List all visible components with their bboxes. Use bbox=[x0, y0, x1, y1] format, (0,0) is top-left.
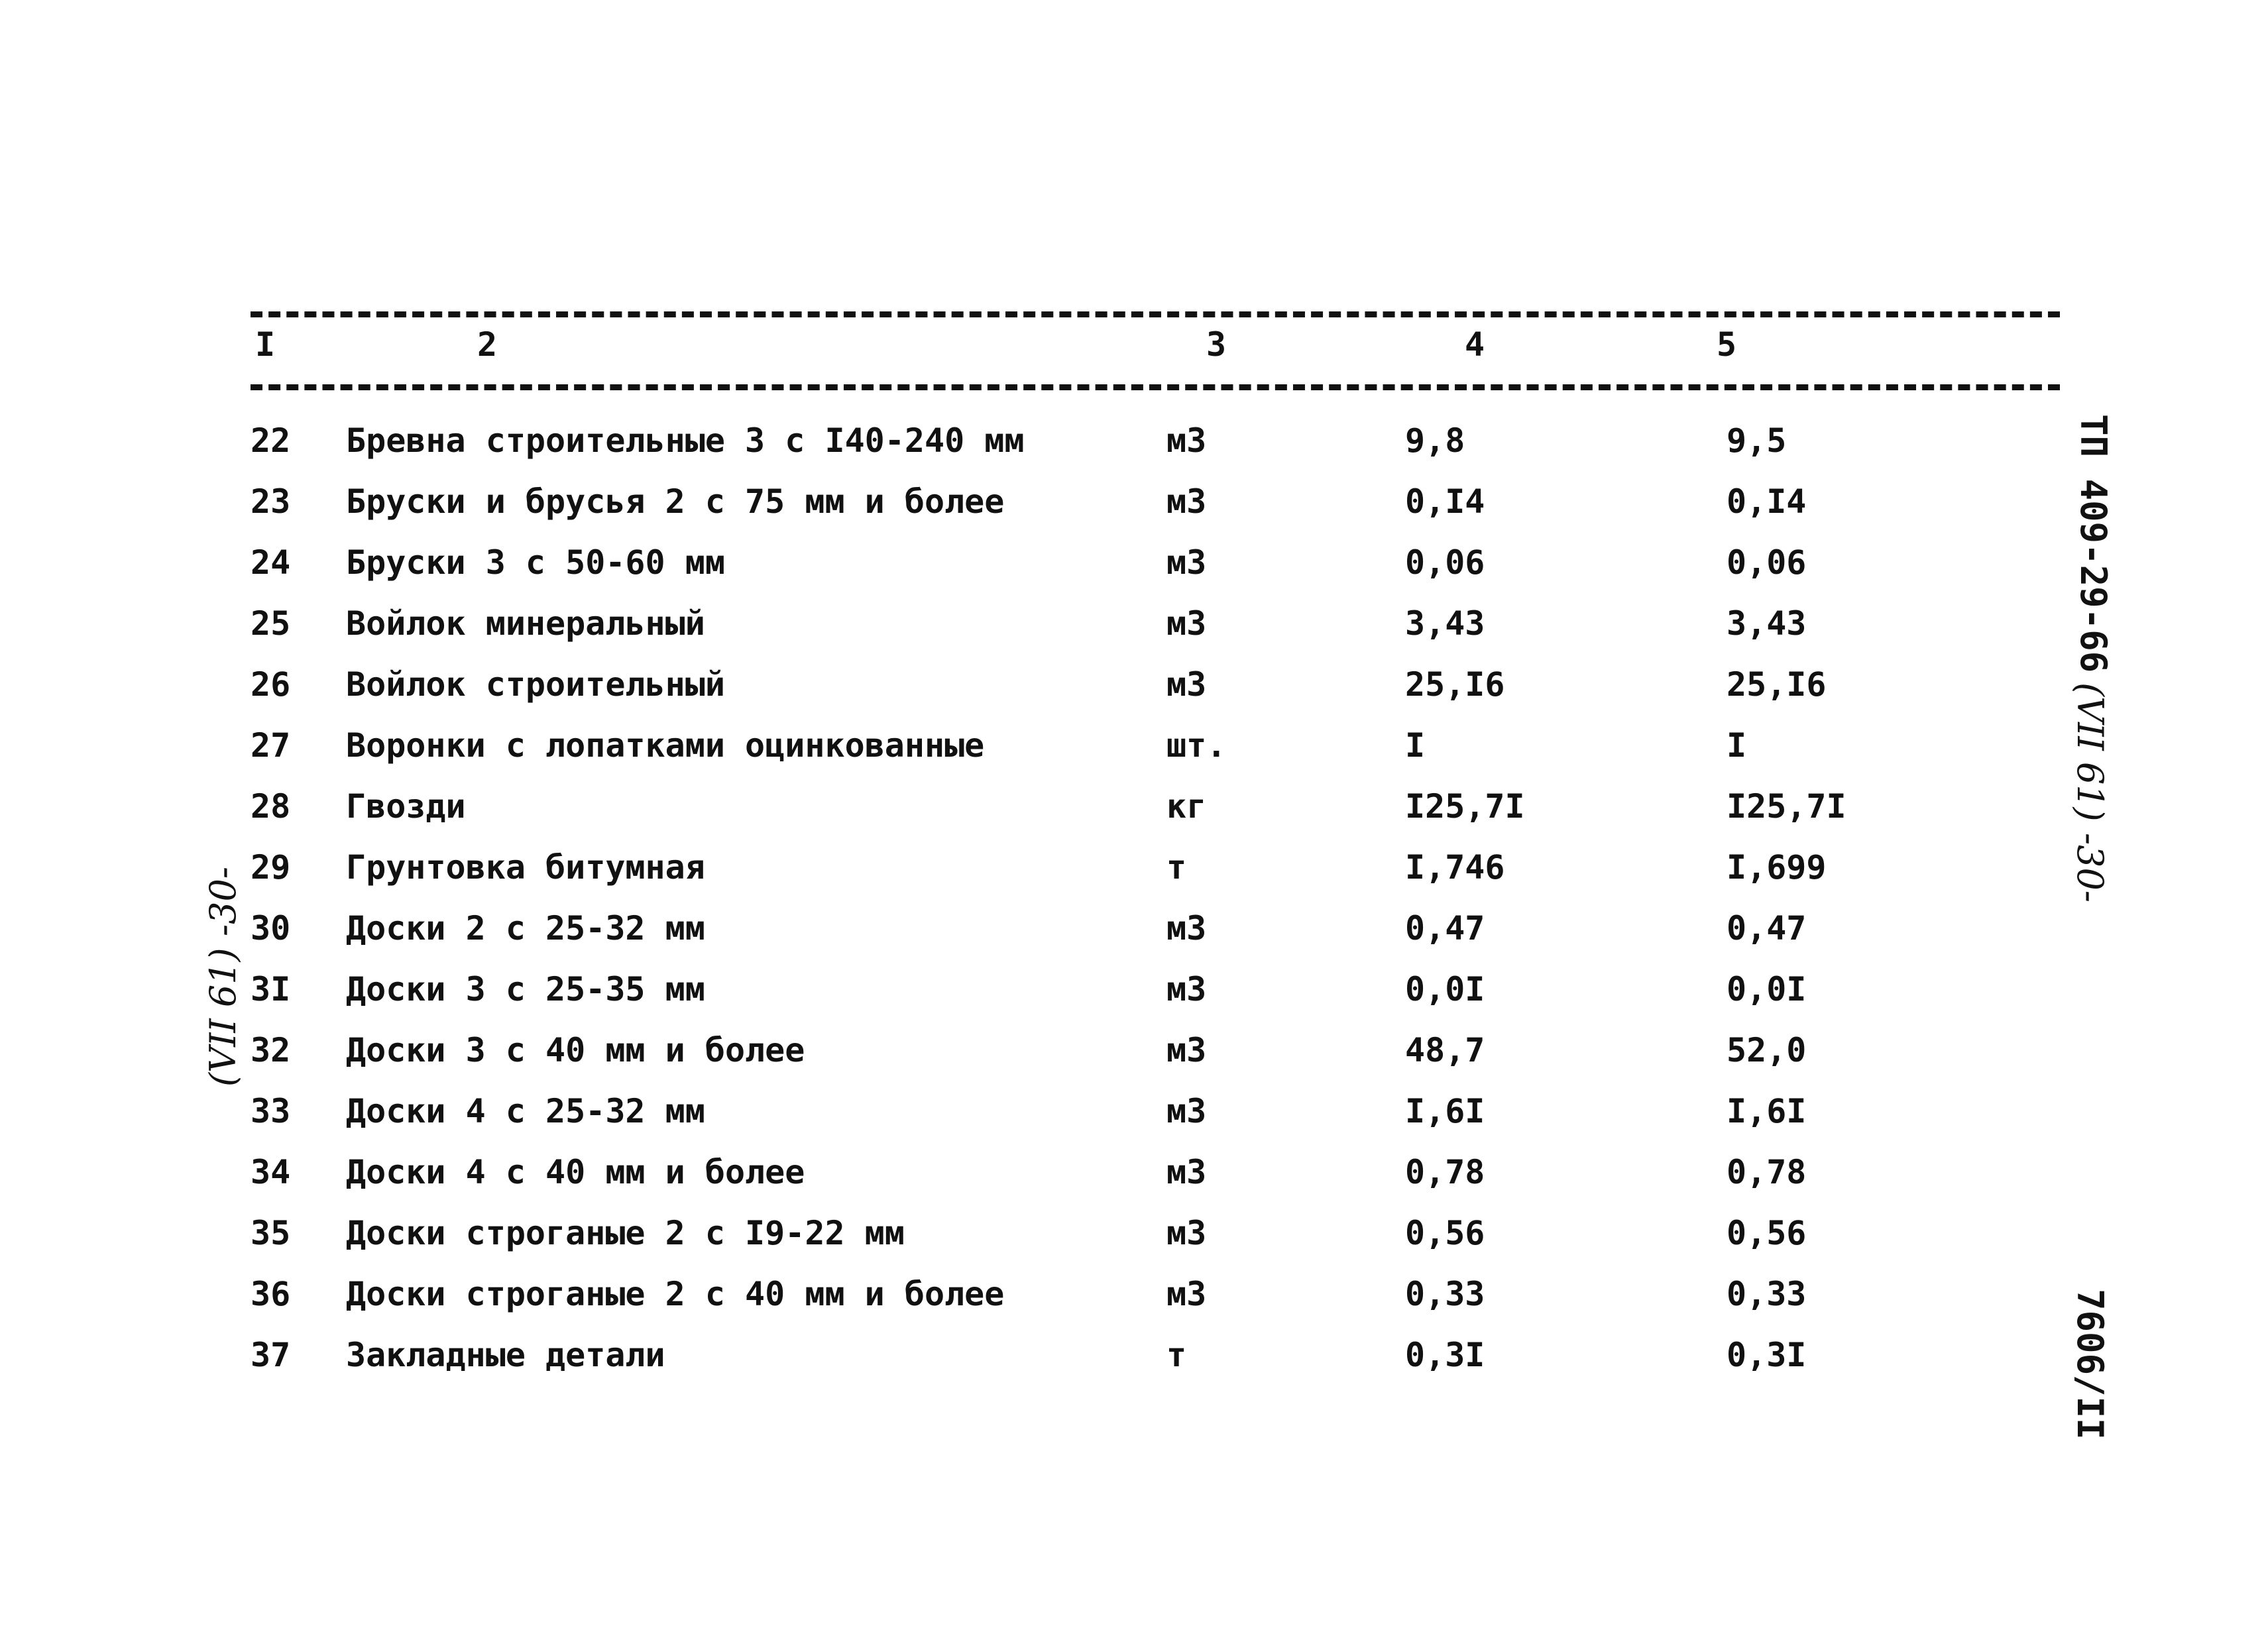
row-value-4: 0,78 bbox=[1405, 1153, 1485, 1191]
row-value-5: I,6I bbox=[1727, 1092, 1807, 1130]
row-material: Грунтовка битумная bbox=[346, 848, 705, 887]
row-value-4: 0,0I bbox=[1405, 970, 1485, 1008]
table-row bbox=[0, 475, 2055, 528]
row-value-5: 52,0 bbox=[1727, 1031, 1807, 1069]
header-col-1: I bbox=[255, 325, 276, 364]
table-row bbox=[0, 536, 2055, 589]
row-number: 32 bbox=[251, 1031, 291, 1069]
row-value-5: 0,3I bbox=[1727, 1336, 1807, 1374]
row-unit: м3 bbox=[1166, 1092, 1207, 1130]
row-value-5: 0,78 bbox=[1727, 1153, 1807, 1191]
row-value-5: I,699 bbox=[1727, 848, 1827, 887]
header-col-5: 5 bbox=[1717, 325, 1737, 364]
row-value-5: 9,5 bbox=[1727, 421, 1787, 460]
row-number: 26 bbox=[251, 665, 291, 704]
row-material: Доски строганые 2 с 40 мм и более bbox=[346, 1275, 1005, 1313]
header-col-3: 3 bbox=[1206, 325, 1227, 364]
row-unit: т bbox=[1166, 848, 1187, 887]
row-unit: м3 bbox=[1166, 1153, 1207, 1191]
row-value-4: I bbox=[1405, 726, 1426, 765]
sheet-number-margin: 7606/II bbox=[2069, 1289, 2111, 1440]
table-row bbox=[0, 1329, 2055, 1382]
row-number: 24 bbox=[251, 543, 291, 582]
header-col-4: 4 bbox=[1465, 325, 1485, 364]
row-unit: м3 bbox=[1166, 421, 1207, 460]
row-value-4: 48,7 bbox=[1405, 1031, 1485, 1069]
row-number: 34 bbox=[251, 1153, 291, 1191]
row-value-4: 0,47 bbox=[1405, 909, 1485, 948]
header-col-2: 2 bbox=[477, 325, 498, 364]
row-number: 23 bbox=[251, 482, 291, 521]
table-row bbox=[0, 1085, 2055, 1138]
row-material: Доски строганые 2 с I9-22 мм bbox=[346, 1214, 905, 1252]
row-unit: м3 bbox=[1166, 604, 1207, 643]
row-number: 36 bbox=[251, 1275, 291, 1313]
row-value-4: 9,8 bbox=[1405, 421, 1465, 460]
row-unit: м3 bbox=[1166, 1031, 1207, 1069]
table-row bbox=[0, 414, 2055, 467]
row-unit: м3 bbox=[1166, 665, 1207, 704]
header-bottom-rule bbox=[251, 384, 2060, 390]
row-value-5: 0,0I bbox=[1727, 970, 1807, 1008]
page-ref-margin-right: (VII 61) -30- bbox=[2069, 682, 2111, 903]
row-value-5: 0,I4 bbox=[1727, 482, 1807, 521]
table-row bbox=[0, 1024, 2055, 1077]
row-material: Войлок минеральный bbox=[346, 604, 705, 643]
row-value-4: I,746 bbox=[1405, 848, 1505, 887]
row-value-5: 3,43 bbox=[1727, 604, 1807, 643]
table-row bbox=[0, 963, 2055, 1016]
row-value-5: 0,06 bbox=[1727, 543, 1807, 582]
table-row bbox=[0, 719, 2055, 772]
row-value-5: 25,I6 bbox=[1727, 665, 1827, 704]
row-unit: м3 bbox=[1166, 482, 1207, 521]
row-value-5: I bbox=[1727, 726, 1747, 765]
row-number: 37 bbox=[251, 1336, 291, 1374]
header-top-rule bbox=[251, 311, 2060, 317]
row-unit: т bbox=[1166, 1336, 1187, 1374]
row-value-4: 0,33 bbox=[1405, 1275, 1485, 1313]
row-value-5: 0,33 bbox=[1727, 1275, 1807, 1313]
row-number: 35 bbox=[251, 1214, 291, 1252]
table-row bbox=[0, 1207, 2055, 1260]
row-number: 25 bbox=[251, 604, 291, 643]
row-value-4: I,6I bbox=[1405, 1092, 1485, 1130]
row-number: 3I bbox=[251, 970, 291, 1008]
row-number: 29 bbox=[251, 848, 291, 887]
row-material: Закладные детали bbox=[346, 1336, 665, 1374]
row-unit: кг bbox=[1166, 787, 1207, 826]
row-number: 28 bbox=[251, 787, 291, 826]
row-material: Бруски 3 с 50-60 мм bbox=[346, 543, 725, 582]
row-value-4: 3,43 bbox=[1405, 604, 1485, 643]
row-value-4: 0,56 bbox=[1405, 1214, 1485, 1252]
row-value-4: 0,06 bbox=[1405, 543, 1485, 582]
row-material: Воронки с лопатками оцинкованные bbox=[346, 726, 985, 765]
page-ref-margin-left: (VII 61) -30- bbox=[202, 866, 244, 1087]
row-number: 22 bbox=[251, 421, 291, 460]
project-code-margin: ТП 409-29-66 bbox=[2072, 414, 2114, 673]
row-material: Бруски и брусья 2 с 75 мм и более bbox=[346, 482, 1005, 521]
row-unit: м3 bbox=[1166, 1275, 1207, 1313]
row-number: 30 bbox=[251, 909, 291, 948]
row-unit: м3 bbox=[1166, 543, 1207, 582]
table-row bbox=[0, 902, 2055, 955]
row-value-5: I25,7I bbox=[1727, 787, 1846, 826]
row-material: Доски 2 с 25-32 мм bbox=[346, 909, 705, 948]
row-unit: м3 bbox=[1166, 909, 1207, 948]
row-value-4: I25,7I bbox=[1405, 787, 1525, 826]
row-number: 33 bbox=[251, 1092, 291, 1130]
row-material: Доски 4 с 25-32 мм bbox=[346, 1092, 705, 1130]
table-row bbox=[0, 658, 2055, 711]
table-row bbox=[0, 597, 2055, 650]
table-row bbox=[0, 841, 2055, 894]
row-material: Бревна строительные 3 с I40-240 мм bbox=[346, 421, 1025, 460]
row-value-4: 0,I4 bbox=[1405, 482, 1485, 521]
row-unit: м3 bbox=[1166, 1214, 1207, 1252]
row-material: Войлок строительный bbox=[346, 665, 725, 704]
row-value-4: 0,3I bbox=[1405, 1336, 1485, 1374]
table-row bbox=[0, 780, 2055, 833]
row-material: Доски 4 с 40 мм и более bbox=[346, 1153, 805, 1191]
row-value-4: 25,I6 bbox=[1405, 665, 1505, 704]
row-unit: м3 bbox=[1166, 970, 1207, 1008]
table-row bbox=[0, 1268, 2055, 1321]
row-value-5: 0,47 bbox=[1727, 909, 1807, 948]
row-number: 27 bbox=[251, 726, 291, 765]
row-material: Гвозди bbox=[346, 787, 466, 826]
table-row bbox=[0, 1146, 2055, 1199]
row-value-5: 0,56 bbox=[1727, 1214, 1807, 1252]
row-unit: шт. bbox=[1166, 726, 1227, 765]
row-material: Доски 3 с 25-35 мм bbox=[346, 970, 705, 1008]
row-material: Доски 3 с 40 мм и более bbox=[346, 1031, 805, 1069]
